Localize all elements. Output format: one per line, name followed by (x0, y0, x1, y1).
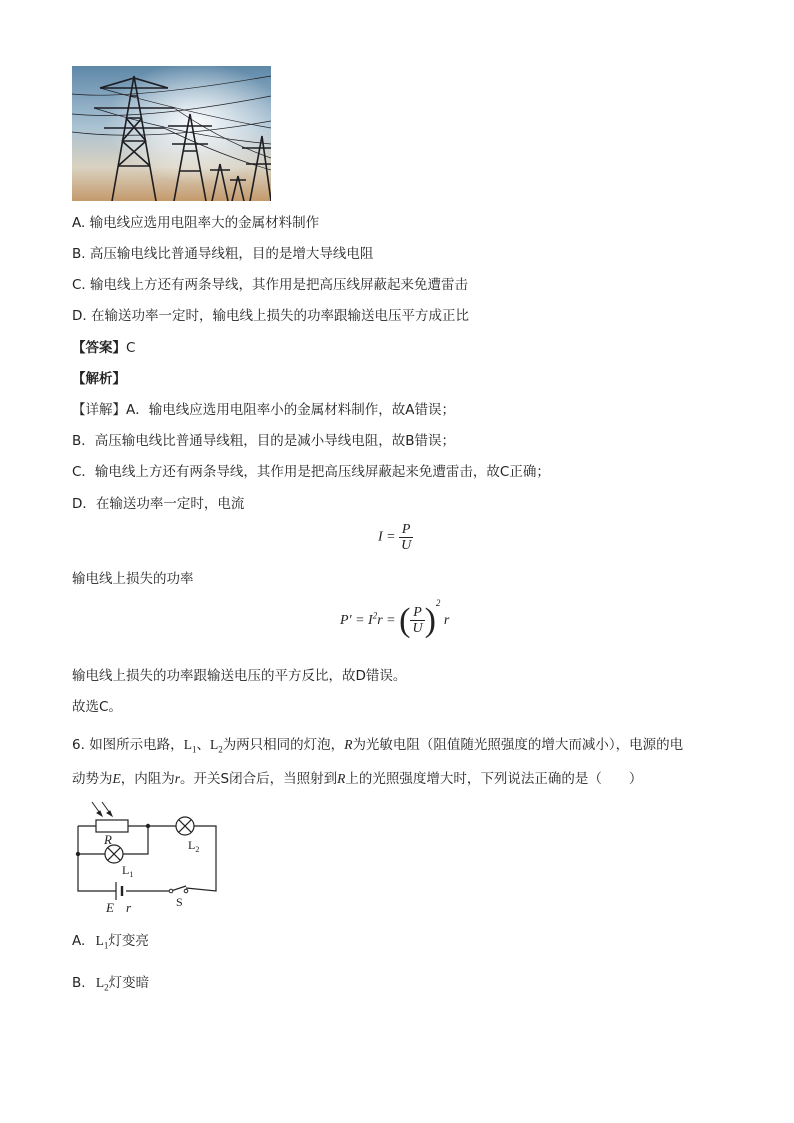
q6-R: R (344, 737, 353, 752)
formula1-den: U (401, 538, 412, 553)
circuit-label-r: r (126, 900, 132, 915)
formula2-exp: 2 (435, 598, 441, 608)
question6-line2 (72, 770, 642, 788)
lamp-l2-icon (176, 817, 194, 835)
q6-option-a-text: 灯变亮 (108, 933, 149, 949)
q6-text2d: 上的光照强度增大时，下列说法正确的是（ ） (345, 771, 643, 787)
answer-label: 【答案】 (72, 340, 126, 356)
q6-option-b-L2 (95, 975, 109, 993)
circuit-label-S: S (176, 895, 183, 909)
q6-text1c: 为光敏电阻（阻值随光照强度的增大而减小），电源的电 (352, 737, 684, 753)
q6-L2-sub: 2 (218, 744, 223, 755)
detail-loss-power: 输电线上损失的功率 (72, 571, 194, 587)
circuit-label-L2: $L_2$ (188, 838, 200, 854)
formula2-den: U (412, 621, 423, 637)
circuit-label-L1: $L_1$ (122, 863, 134, 879)
q6-sep: 、 (196, 737, 210, 753)
q6-text2b: ，内阻为 (120, 771, 175, 787)
q6-R2: R (337, 771, 346, 786)
detail-a-line (72, 401, 455, 419)
formula2-fraction (410, 605, 424, 636)
circuit-diagram (68, 800, 228, 919)
q6-r: r (174, 771, 181, 786)
formula2-lhs: P′ = I (340, 612, 373, 628)
formula-current (378, 522, 413, 553)
detail-c: C．输电线上方还有两条导线，其作用是把高压线屏蔽起来免遭雷击，故C正确； (72, 464, 550, 480)
formula2-sq: 2 (372, 610, 378, 621)
q6-option-b-prefix: B. (72, 975, 86, 991)
q6-L2-letter: L (209, 737, 219, 752)
formula1-num: P (399, 522, 413, 538)
q6-L1-letter: L (183, 737, 192, 752)
q6-number: 6. (72, 737, 85, 753)
lamp-l1-icon (105, 845, 123, 863)
right-paren: ) (424, 601, 436, 639)
detail-label: 【详解】 (72, 402, 126, 418)
photoresistor (96, 820, 128, 832)
formula2-r2: r (443, 612, 450, 628)
q6-L2 (209, 737, 223, 755)
answer-line (72, 339, 135, 357)
analysis-label: 【解析】 (72, 371, 126, 387)
answer-value: C (126, 340, 136, 356)
formula1-fraction (399, 522, 413, 553)
q6-text1a: 如图所示电路， (89, 737, 184, 753)
left-paren: ( (399, 601, 411, 639)
option-d: D. 在输送功率一定时，输电线上损失的功率跟输送电压平方成正比 (72, 308, 469, 324)
detail-choose: 故选C。 (72, 699, 122, 715)
formula-loss (340, 598, 449, 644)
option-b: B. 高压输电线比普通导线粗，目的是增大导线电阻 (72, 246, 374, 262)
q6-opta-L: L (95, 933, 104, 948)
q6-E: E (112, 771, 121, 786)
q6-text2c: 。开关S闭合后，当照射到 (180, 771, 338, 787)
option-a: A. 输电线应选用电阻率大的金属材料制作 (72, 215, 320, 231)
q6-text2a: 动势为 (72, 771, 113, 787)
circuit-label-R: R (104, 832, 112, 847)
circuit-label-E: E (106, 900, 114, 915)
q6-optb-sub: 2 (104, 982, 109, 993)
q6-option-b-text: 灯变暗 (108, 975, 150, 991)
question6-line1 (72, 736, 683, 759)
formula1-lhs: I = (378, 529, 396, 545)
q6-option-a-prefix: A. (72, 933, 86, 949)
detail-conclusion: 输电线上损失的功率跟输送电压的平方反比，故D错误。 (72, 668, 407, 684)
detail-a: A．输电线应选用电阻率小的金属材料制作，故A错误； (126, 402, 455, 418)
detail-b: B．高压输电线比普通导线粗，目的是减小导线电阻，故B错误； (72, 433, 456, 449)
q6-option-a (72, 932, 149, 955)
power-lines-photo (72, 66, 271, 201)
q6-option-b (72, 974, 149, 997)
q6-opta-sub: 1 (103, 940, 109, 951)
q6-option-a-L1 (95, 933, 109, 951)
q6-text1b: 为两只相同的灯泡， (222, 737, 345, 753)
q6-optb-L: L (95, 975, 105, 990)
detail-d: D．在输送功率一定时，电流 (72, 496, 245, 512)
formula2-r1: r = (377, 612, 396, 628)
formula2-num: P (410, 605, 424, 621)
q6-L1 (183, 737, 197, 755)
option-c: C. 输电线上方还有两条导线，其作用是把高压线屏蔽起来免遭雷击 (72, 277, 469, 293)
q6-L1-sub: 1 (191, 744, 197, 755)
